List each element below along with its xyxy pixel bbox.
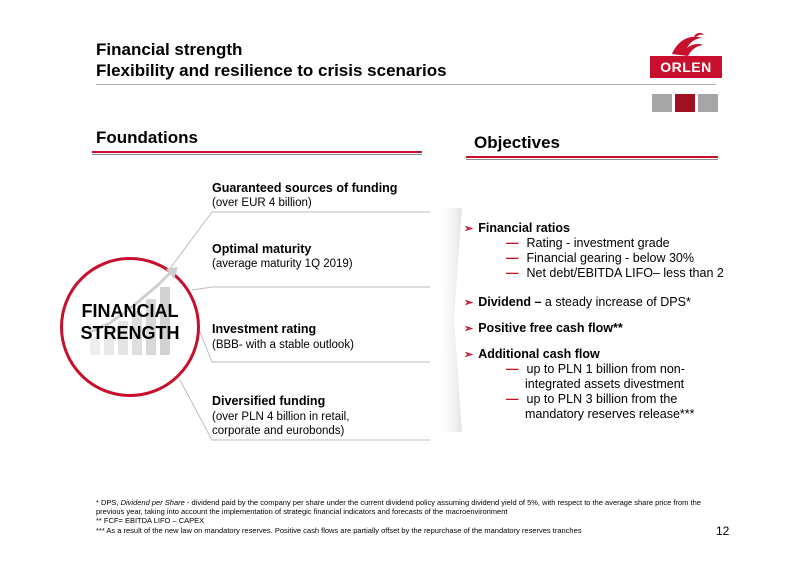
cash-item-divestment-line2: integrated assets divestment	[525, 377, 685, 391]
footnotes	[96, 498, 716, 535]
footnote-reserves: *** As a result of the new law on mandatory reserves. Positive cash flows are partially offset by the repurchase of the mandatory reserves tranches	[96, 525, 582, 535]
financial-strength-label	[60, 300, 200, 344]
foundation-title-diversified: Diversified funding	[212, 394, 326, 408]
foundation-title-maturity: Optimal maturity	[212, 242, 312, 256]
foundations-heading: Foundations	[96, 128, 198, 147]
cash-item-reserves	[506, 392, 677, 407]
foundation-sub-maturity: (average maturity 1Q 2019)	[212, 258, 353, 270]
objective-financial-ratios-title: Financial ratios	[478, 221, 570, 235]
objective-dividend-rest: a steady increase of DPS*	[541, 295, 691, 309]
slide-title: Financial strength	[96, 40, 243, 59]
center-label-line2: STRENGTH	[80, 323, 180, 343]
ratio-item-gearing	[506, 251, 694, 266]
objective-dividend	[464, 295, 691, 311]
footnote-dps	[96, 498, 716, 507]
cash-item-reserves-line2: mandatory reserves release***	[525, 407, 695, 421]
foundation-title-rating: Investment rating	[212, 322, 317, 336]
page-number: 12	[716, 524, 730, 538]
dash-icon: —	[506, 362, 519, 376]
dash-icon: —	[506, 236, 519, 250]
foundation-sub-diversified-1: (over PLN 4 billion in retail,	[212, 411, 350, 423]
bullet-arrow-icon: ➢	[464, 323, 474, 335]
footnote-dps-rest: - dividend paid by the company per share under the current dividend policy assuming dividend yield of 5%, with respect to the average share price from the	[184, 498, 701, 507]
foundation-sub-diversified-2: corporate and eurobonds)	[212, 425, 345, 437]
cash-item-reserves-line1: up to PLN 3 billion from the	[526, 392, 678, 406]
foundation-sub-funding: (over EUR 4 billion)	[212, 197, 312, 209]
footnote-dps-line2: previous year, taking into account the implementation of strategic financial indicators and forecasts of the macroenvironment	[96, 507, 508, 517]
bullet-arrow-icon: ➢	[464, 349, 474, 361]
chevron-arrow-icon	[436, 208, 462, 432]
footnote-dps-prefix: * DPS,	[96, 498, 121, 507]
foundation-title-funding: Guaranteed sources of funding	[212, 181, 398, 195]
footnote-fcf: ** FCF= EBITDA LIFO – CAPEX	[96, 516, 205, 526]
bullet-arrow-icon: ➢	[464, 297, 474, 309]
cash-item-divestment-line1: up to PLN 1 billion from non-	[526, 362, 685, 376]
foundation-sub-rating: (BBB- with a stable outlook)	[212, 339, 354, 351]
dash-icon: —	[506, 251, 519, 265]
objective-dividend-bold: Dividend –	[478, 295, 542, 309]
objective-financial-ratios	[464, 221, 570, 237]
objective-fcf	[464, 321, 623, 337]
bullet-arrow-icon: ➢	[464, 223, 474, 235]
objectives-heading: Objectives	[474, 133, 560, 152]
cash-item-divestment	[506, 362, 685, 377]
footnote-dps-italic: Dividend per Share	[120, 498, 185, 507]
slide-subtitle: Flexibility and resilience to crisis scenarios	[96, 61, 447, 80]
dash-icon: —	[506, 266, 519, 280]
dash-icon: —	[506, 392, 519, 406]
objective-cash-flow-title: Additional cash flow	[478, 347, 600, 361]
ratio-item-rating-text: Rating - investment grade	[526, 236, 670, 250]
ratio-item-net-debt	[506, 266, 724, 281]
center-label-line1: FINANCIAL	[81, 301, 179, 321]
logo-wordmark: ORLEN	[650, 56, 722, 78]
ratio-item-rating	[506, 236, 670, 251]
objective-cash-flow	[464, 347, 600, 363]
objective-fcf-text: Positive free cash flow**	[478, 321, 623, 335]
ratio-item-net-debt-text: Net debt/EBITDA LIFO– less than 2	[526, 266, 724, 280]
ratio-item-gearing-text: Financial gearing - below 30%	[526, 251, 694, 265]
